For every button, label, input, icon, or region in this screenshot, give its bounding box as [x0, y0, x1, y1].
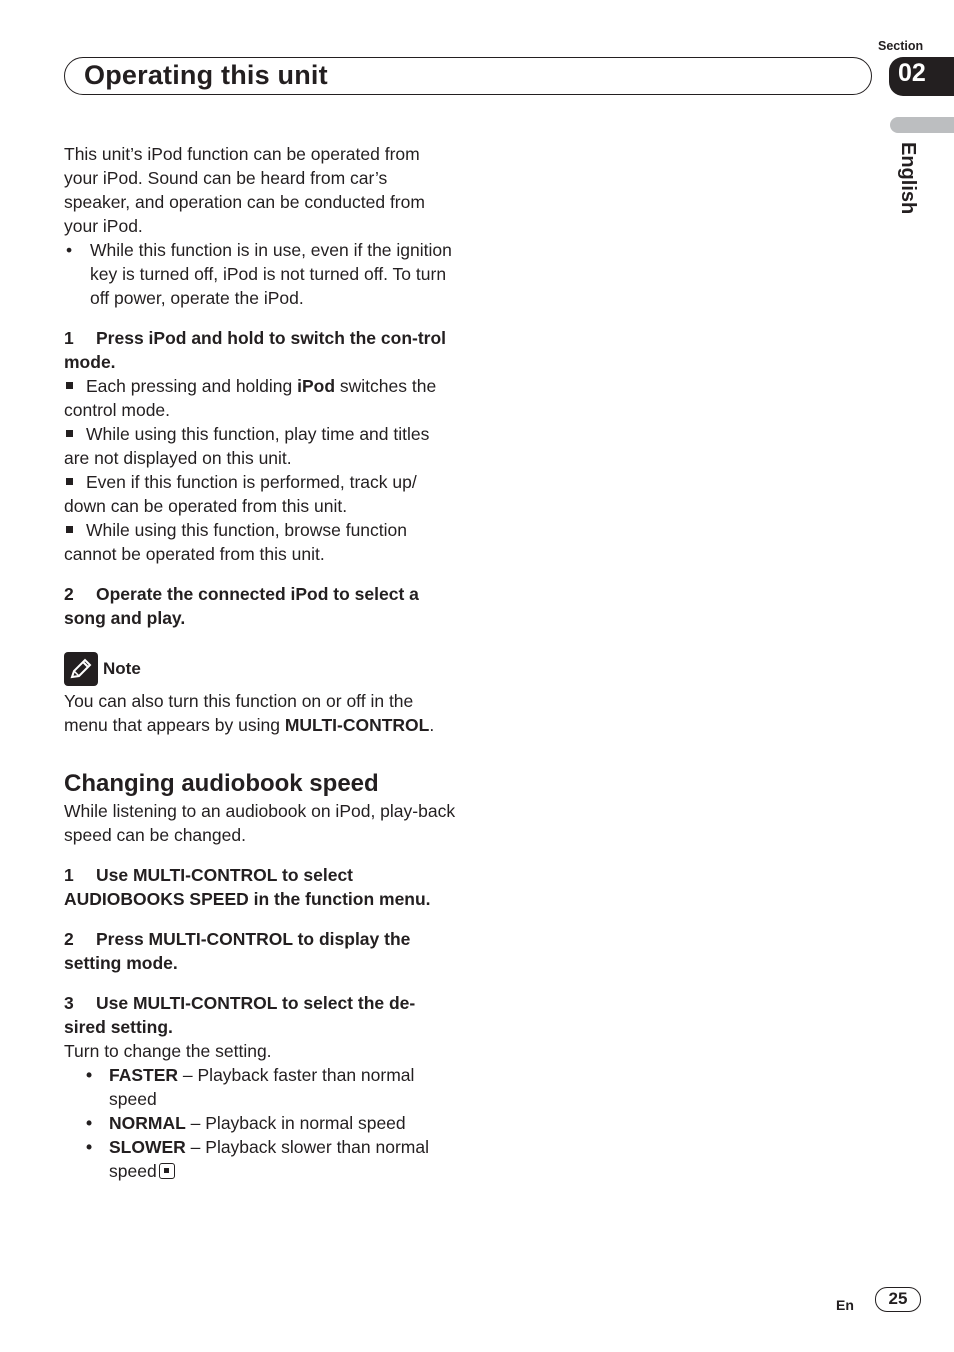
- speed-option: • NORMAL – Playback in normal speed: [86, 1113, 406, 1133]
- note-header: [64, 652, 456, 686]
- step-text: Press iPod and hold to switch the con-trol mode.: [64, 328, 447, 372]
- section-number-tab: 02: [889, 57, 954, 96]
- speed-option: • FASTER – Playback faster than normal speed: [86, 1065, 415, 1109]
- speed-option: • SLOWER – Playback slower than normal speed: [86, 1137, 429, 1181]
- step-text: Operate the connected iPod to select a song and play.: [64, 584, 419, 628]
- step-number: 2: [64, 584, 74, 604]
- page-number: 25: [875, 1287, 921, 1312]
- step-1-item: Even if this function is performed, track up/ down can be operated from this unit.: [64, 472, 417, 516]
- turn-instruction: Turn to change the setting.: [64, 1041, 272, 1061]
- step-1-item: Each pressing and holding iPod switches the control mode.: [64, 376, 437, 420]
- audiobook-intro: While listening to an audiobook on iPod, play-back speed can be changed.: [64, 801, 456, 845]
- language-label: English: [897, 142, 919, 215]
- step-2-heading: [64, 582, 456, 630]
- step-1-heading: [64, 326, 456, 374]
- square-bullet-icon: [66, 478, 73, 485]
- intro-bullet-text: While this function is in use, even if the ignition key is turned off, iPod is not turned off. To turn off power, operate the iPod.: [90, 240, 452, 308]
- note-text: You can also turn this function on or off in the menu that appears by using MULTI-CONTROL.: [64, 691, 435, 735]
- end-of-section-icon: [159, 1163, 175, 1179]
- intro-paragraph: This unit’s iPod function can be operated from your iPod. Sound can be heard from car’s speaker, and operation can be conducted from your iPod.: [64, 144, 425, 236]
- content-column: [64, 142, 456, 1183]
- square-bullet-icon: [66, 430, 73, 437]
- step-1-item: While using this function, browse function cannot be operated from this unit.: [64, 520, 407, 564]
- step-number: 1: [64, 328, 74, 348]
- language-bar: [890, 117, 954, 133]
- audiobook-step-3: 3 Use MULTI-CONTROL to select the de-sired setting.: [64, 993, 416, 1037]
- note-label: Note: [103, 659, 141, 678]
- audiobook-step-1: 1 Use MULTI-CONTROL to select AUDIOBOOKS SPEED in the function menu.: [64, 865, 431, 909]
- step-1-item: While using this function, play time and titles are not displayed on this unit.: [64, 424, 430, 468]
- bullet-dot: •: [66, 240, 73, 260]
- note-pencil-icon: [64, 652, 98, 686]
- intro-bullet: [64, 238, 456, 310]
- square-bullet-icon: [66, 526, 73, 533]
- footer-language-code: En: [836, 1297, 854, 1313]
- section-label: Section: [878, 39, 924, 53]
- audiobook-step-2: 2 Press MULTI-CONTROL to display the setting mode.: [64, 929, 411, 973]
- square-bullet-icon: [66, 382, 73, 389]
- page-title: Operating this unit: [84, 60, 328, 90]
- section-heading: Changing audiobook speed: [64, 770, 379, 797]
